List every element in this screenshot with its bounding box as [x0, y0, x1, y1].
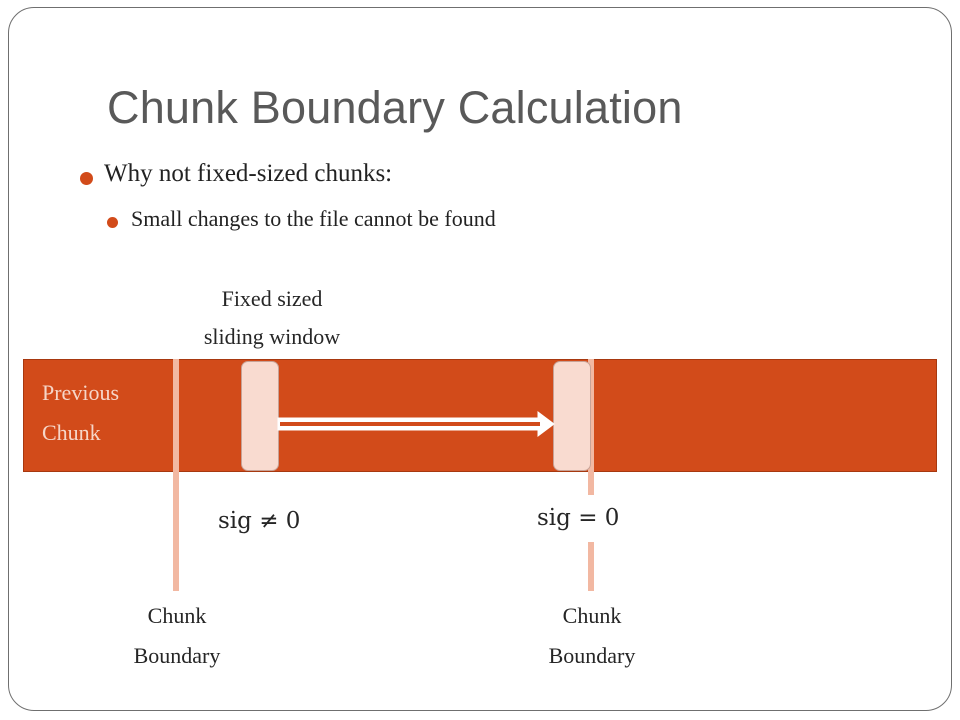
- slide-title: Chunk Boundary Calculation: [107, 82, 683, 133]
- sliding-window-label-line1: Fixed sized: [221, 286, 323, 311]
- chunk-boundary-right-line1: Chunk: [562, 603, 622, 628]
- signature-nonzero-label: sig ≠ 0: [218, 508, 301, 534]
- bullet-level2: [107, 206, 496, 232]
- chunk-boundary-label-left: [107, 596, 247, 676]
- previous-chunk-label-line2: Chunk: [42, 420, 101, 445]
- chunk-boundary-left-line2: Boundary: [133, 643, 221, 668]
- sliding-window-label: [160, 280, 384, 356]
- chunk-boundary-left-line1: Chunk: [147, 603, 207, 628]
- chunk-boundary-right-line2: Boundary: [548, 643, 636, 668]
- previous-chunk-label: [42, 373, 162, 453]
- bullet-dot-icon: [80, 172, 93, 185]
- sliding-window-end: [553, 361, 591, 471]
- signature-zero-label: sig = 0: [537, 505, 620, 531]
- sliding-window-start: [241, 361, 279, 471]
- bullet-level1-text: Why not fixed-sized chunks:: [104, 160, 393, 187]
- bullet-level1: [80, 160, 392, 188]
- chunk-boundary-line-right-lower: [588, 542, 594, 591]
- chunk-boundary-line-left: [173, 359, 179, 591]
- bullet-dot-icon: [107, 217, 118, 228]
- previous-chunk-label-line1: Previous: [42, 380, 119, 405]
- slide-arrow-icon: [276, 408, 558, 440]
- bullet-level2-text: Small changes to the file cannot be found: [131, 206, 496, 231]
- sliding-window-label-line2: sliding window: [203, 324, 341, 349]
- chunk-boundary-label-right: [522, 596, 662, 676]
